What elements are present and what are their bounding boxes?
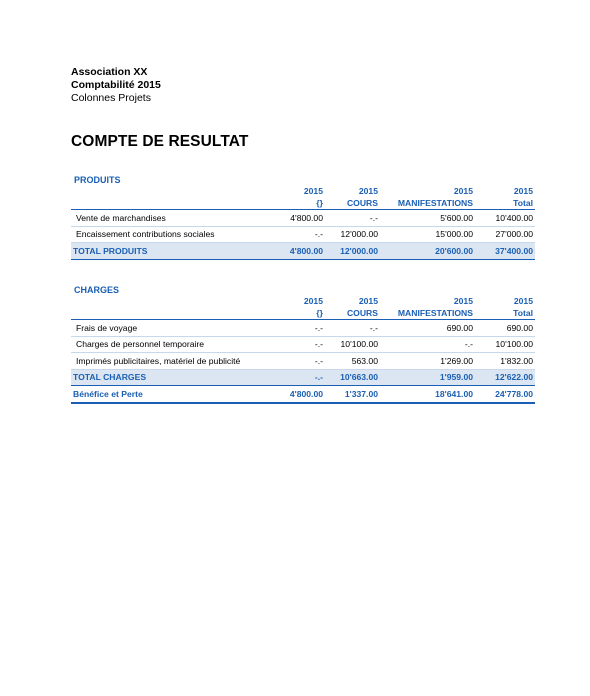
cell-value: 12'000.00 <box>325 226 380 243</box>
column-name: Total <box>475 308 535 320</box>
total-value: 10'663.00 <box>325 369 380 386</box>
table-row <box>71 226 535 243</box>
total-value: 20'600.00 <box>380 243 475 260</box>
column-name: {} <box>266 308 325 320</box>
cell-value: -.- <box>266 226 325 243</box>
produits-title: PRODUITS <box>74 175 121 185</box>
accounting-year: Comptabilité 2015 <box>71 79 161 91</box>
charges-section <box>71 284 535 404</box>
total-value: -.- <box>266 369 325 386</box>
total-charges-row <box>71 369 535 386</box>
cell-value: 1'269.00 <box>380 353 475 370</box>
benefice-perte-row <box>71 386 535 403</box>
row-label: Frais de voyage <box>71 320 266 337</box>
result-value: 18'641.00 <box>380 386 475 403</box>
cell-value: 10'100.00 <box>325 336 380 353</box>
column-year: 2015 <box>513 186 533 196</box>
charges-title: CHARGES <box>74 285 120 295</box>
cell-value: 4'800.00 <box>266 210 325 227</box>
cell-value: 690.00 <box>475 320 535 337</box>
page-title: COMPTE DE RESULTAT <box>71 133 249 150</box>
produits-table <box>71 186 535 260</box>
total-produits-row <box>71 243 535 260</box>
column-year: 2015 <box>453 296 473 306</box>
association-name: Association XX <box>71 66 148 78</box>
column-year: 2015 <box>303 296 323 306</box>
cell-value: 27'000.00 <box>475 226 535 243</box>
produits-header-name-row <box>71 198 535 210</box>
table-row <box>71 210 535 227</box>
column-name: MANIFESTATIONS <box>380 308 475 320</box>
charges-header-year-row <box>71 296 535 308</box>
column-year: 2015 <box>303 186 323 196</box>
column-year: 2015 <box>513 296 533 306</box>
cell-value: -.- <box>325 320 380 337</box>
row-label: Imprimés publicitaires, matériel de publicité <box>71 353 266 370</box>
column-name: Total <box>475 198 535 210</box>
column-year: 2015 <box>358 186 378 196</box>
row-label: Encaissement contributions sociales <box>71 226 266 243</box>
cell-value: 563.00 <box>325 353 380 370</box>
total-value: 37'400.00 <box>475 243 535 260</box>
column-year: 2015 <box>358 296 378 306</box>
total-label: TOTAL CHARGES <box>71 369 266 386</box>
column-year: 2015 <box>453 186 473 196</box>
header-blank <box>71 308 266 320</box>
produits-section <box>71 174 535 260</box>
header-blank <box>71 186 266 198</box>
row-label: Charges de personnel temporaire <box>71 336 266 353</box>
cell-value: 10'100.00 <box>475 336 535 353</box>
table-row <box>71 320 535 337</box>
header-blank <box>71 198 266 210</box>
total-label: TOTAL PRODUITS <box>71 243 266 260</box>
column-name: COURS <box>325 308 380 320</box>
column-name: MANIFESTATIONS <box>380 198 475 210</box>
cell-value: 5'600.00 <box>380 210 475 227</box>
table-row <box>71 353 535 370</box>
charges-table <box>71 296 535 404</box>
cell-value: -.- <box>266 353 325 370</box>
result-value: 4'800.00 <box>266 386 325 403</box>
cell-value: -.- <box>325 210 380 227</box>
cell-value: 15'000.00 <box>380 226 475 243</box>
document-header <box>71 66 161 105</box>
cell-value: -.- <box>266 336 325 353</box>
header-blank <box>71 296 266 308</box>
cell-value: 1'832.00 <box>475 353 535 370</box>
cell-value: -.- <box>266 320 325 337</box>
charges-header-name-row <box>71 308 535 320</box>
result-value: 1'337.00 <box>325 386 380 403</box>
result-label: Bénéfice et Perte <box>71 386 266 403</box>
total-value: 12'000.00 <box>325 243 380 260</box>
cell-value: 10'400.00 <box>475 210 535 227</box>
total-value: 12'622.00 <box>475 369 535 386</box>
result-value: 24'778.00 <box>475 386 535 403</box>
produits-header-year-row <box>71 186 535 198</box>
column-name: COURS <box>325 198 380 210</box>
columns-subtitle: Colonnes Projets <box>71 92 151 104</box>
column-name: {} <box>266 198 325 210</box>
total-value: 1'959.00 <box>380 369 475 386</box>
total-value: 4'800.00 <box>266 243 325 260</box>
row-label: Vente de marchandises <box>71 210 266 227</box>
cell-value: 690.00 <box>380 320 475 337</box>
cell-value: -.- <box>380 336 475 353</box>
table-row <box>71 336 535 353</box>
